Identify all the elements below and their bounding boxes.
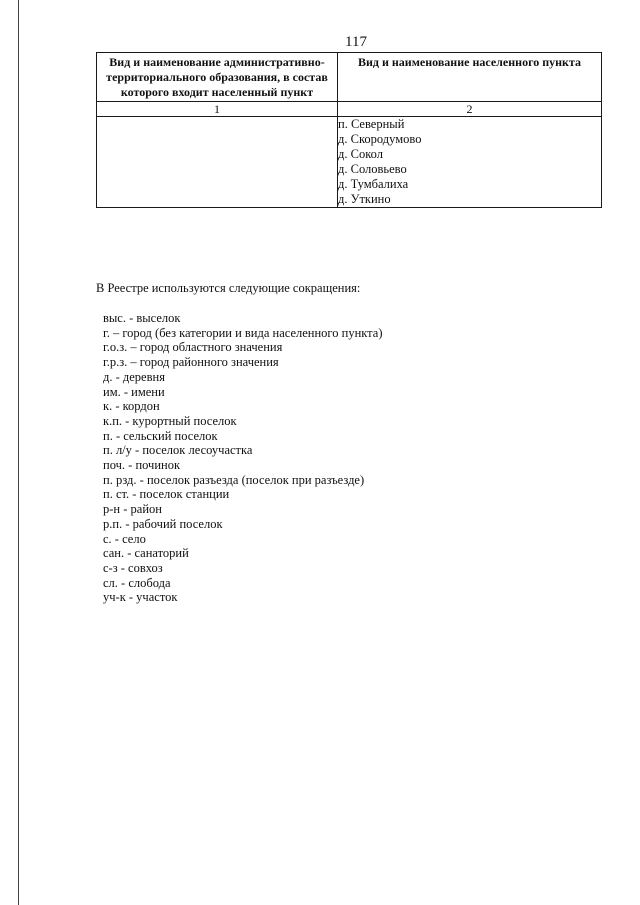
abbreviation-item: п. - сельский поселок — [103, 428, 218, 443]
settlement-item: д. Соловьево — [338, 162, 407, 176]
abbreviations-intro: В Реестре используются следующие сокращения: — [96, 281, 361, 295]
abbreviation-item: поч. - починок — [103, 458, 181, 473]
settlement-item: д. Уткино — [338, 192, 391, 206]
abbreviation-item: г.р.з. – город районного значения — [103, 355, 279, 370]
abbreviation-item: г.о.з. – город областного значения — [103, 340, 283, 355]
abbreviation-item: выс. - выселок — [103, 311, 181, 325]
settlement-item: п. Северный — [338, 117, 405, 131]
header-settlement: Вид и наименование населенного пункта — [338, 53, 602, 102]
abbreviations-list — [103, 311, 383, 605]
abbreviation-item: р-н - район — [103, 502, 162, 517]
page-number: 117 — [345, 34, 367, 50]
abbreviation-item: п. л/у - поселок лесоучастка — [103, 443, 253, 458]
abbreviation-item: г. – город (без категории и вида населенного пункта) — [103, 325, 383, 340]
column-number-1: 1 — [97, 102, 338, 117]
abbreviation-item: с-з - совхоз — [103, 560, 163, 575]
abbreviation-item: к.п. - курортный поселок — [103, 413, 237, 428]
settlement-registry-table — [96, 52, 602, 208]
abbreviation-item: д. - деревня — [103, 369, 165, 384]
scan-edge-line — [18, 0, 19, 905]
table-header-row — [97, 53, 602, 102]
settlement-item: д. Скородумово — [338, 132, 422, 146]
abbreviation-item: уч-к - участок — [103, 590, 178, 605]
abbreviation-item: им. - имени — [103, 384, 165, 399]
abbreviation-item: п. ст. - поселок станции — [103, 487, 230, 502]
abbreviation-item: с. - село — [103, 531, 146, 546]
admin-unit-cell — [97, 117, 338, 208]
settlement-item: д. Тумбалиха — [338, 177, 409, 191]
column-number-row — [97, 102, 602, 117]
abbreviation-item: сл. - слобода — [103, 575, 171, 590]
abbreviation-item: к. - кордон — [103, 399, 160, 414]
settlement-list-cell — [338, 117, 602, 208]
abbreviation-item: сан. - санаторий — [103, 546, 189, 561]
settlement-item: д. Сокол — [338, 147, 383, 161]
abbreviation-item: р.п. - рабочий поселок — [103, 516, 223, 531]
header-admin-unit: Вид и наименование административно-территориального образования, в состав которого входит населенный пункт — [97, 53, 338, 102]
abbreviation-item: п. рзд. - поселок разъезда (поселок при разъезде) — [103, 472, 365, 487]
table-row — [97, 117, 602, 208]
column-number-2: 2 — [338, 102, 602, 117]
